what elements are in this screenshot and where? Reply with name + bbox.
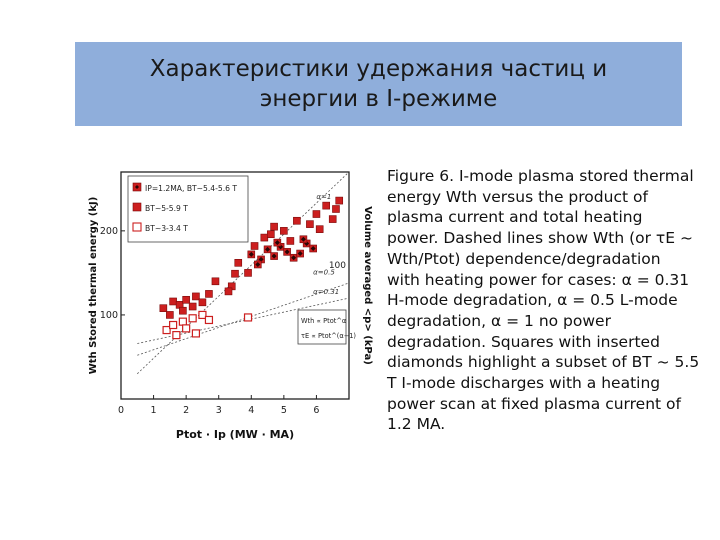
data-point — [306, 221, 313, 228]
caption-line: 1.2 MA. — [387, 415, 446, 434]
y-tick-label: 200 — [99, 225, 118, 237]
x-tick-label: 5 — [280, 405, 287, 416]
data-point — [189, 315, 196, 322]
data-point — [251, 242, 258, 249]
caption-line: with heating power for cases: α = 0.31 — [387, 270, 690, 289]
data-point — [205, 316, 212, 323]
caption-line: H-mode degradation, α = 0.5 L-mode — [387, 291, 678, 310]
x-tick-label: 4 — [248, 405, 255, 416]
data-point — [183, 325, 190, 332]
data-point — [212, 278, 219, 285]
data-point — [205, 290, 212, 297]
x-tick-label: 1 — [150, 405, 157, 416]
caption-line: degradation. Squares with inserted — [387, 332, 660, 351]
data-point — [329, 216, 336, 223]
data-point — [183, 296, 190, 303]
legend-label: BT~3-3.4 T — [145, 224, 188, 233]
legend-marker — [133, 203, 141, 211]
caption-line: power scan at fixed plasma current of — [387, 394, 681, 413]
legend-label: IP=1.2MA, BT~5.4-5.6 T — [145, 184, 237, 193]
data-point — [160, 305, 167, 312]
data-point — [245, 314, 252, 321]
data-point — [235, 259, 242, 266]
x-tick-label: 2 — [183, 405, 190, 416]
slide-title — [150, 54, 607, 114]
caption-line: T I-mode discharges with a heating — [387, 374, 661, 393]
curve-label: α=0.5 — [313, 268, 335, 277]
y-tick-label: 100 — [99, 309, 118, 321]
legend-marker — [133, 223, 141, 231]
data-point — [170, 298, 177, 305]
x-tick-label: 3 — [215, 405, 222, 416]
data-point — [336, 197, 343, 204]
slide-title-line-2: энергии в I-режиме — [259, 86, 498, 112]
data-point — [313, 211, 320, 218]
data-point — [287, 237, 294, 244]
data-point — [293, 217, 300, 224]
y2-tick-label: 100 — [328, 261, 346, 271]
caption-line: Figure 6. I-mode plasma stored thermal — [387, 167, 694, 185]
y-axis-label: Wth Stored thermal energy (kJ) — [88, 196, 99, 375]
figure-caption — [387, 166, 707, 435]
data-point — [261, 234, 268, 241]
data-point — [332, 205, 339, 212]
x-tick-label: 0 — [117, 405, 125, 416]
curve-label: α=1 — [316, 192, 332, 201]
data-point — [179, 318, 186, 325]
y2-axis-label: Volume averaged <p> (kPa) — [362, 206, 373, 365]
x-tick-label: 6 — [313, 405, 320, 416]
data-point — [316, 226, 323, 233]
data-point — [170, 322, 177, 329]
slide-title-box — [75, 42, 682, 126]
caption-line: energy Wth versus the product of — [387, 187, 648, 206]
caption-line: diamonds highlight a subset of BT ~ 5.5 — [387, 353, 700, 372]
figure-panel — [84, 160, 384, 450]
data-point — [225, 288, 232, 295]
data-point — [267, 231, 274, 238]
legend-label: BT~5-5.9 T — [145, 204, 188, 213]
curve-label: α=0.31 — [313, 287, 340, 296]
caption-line: Wth/Ptot) dependence/degradation — [387, 249, 661, 268]
caption-line: plasma current and total heating — [387, 208, 643, 227]
data-point — [179, 307, 186, 314]
data-point — [323, 202, 330, 209]
data-point — [166, 311, 173, 318]
data-point — [192, 330, 199, 337]
slide-title-line-1: Характеристики удержания частиц и — [149, 56, 608, 82]
caption-line: degradation, α = 1 no power — [387, 311, 611, 330]
data-point — [173, 332, 180, 339]
data-point — [192, 293, 199, 300]
data-point — [271, 223, 278, 230]
data-point — [232, 270, 239, 277]
data-point — [199, 299, 206, 306]
data-point — [245, 269, 252, 276]
formula-line: Wth ∝ Ptot^α — [301, 317, 347, 325]
scatter-chart — [84, 160, 384, 450]
x-axis-label: Ptot · Ip (MW · MA) — [175, 428, 295, 441]
data-point — [189, 303, 196, 310]
caption-line: power. Dashed lines show Wth (or τE ~ — [387, 229, 693, 248]
formula-line: τE ∝ Ptot^(α−1) — [301, 332, 356, 340]
data-point — [280, 227, 287, 234]
